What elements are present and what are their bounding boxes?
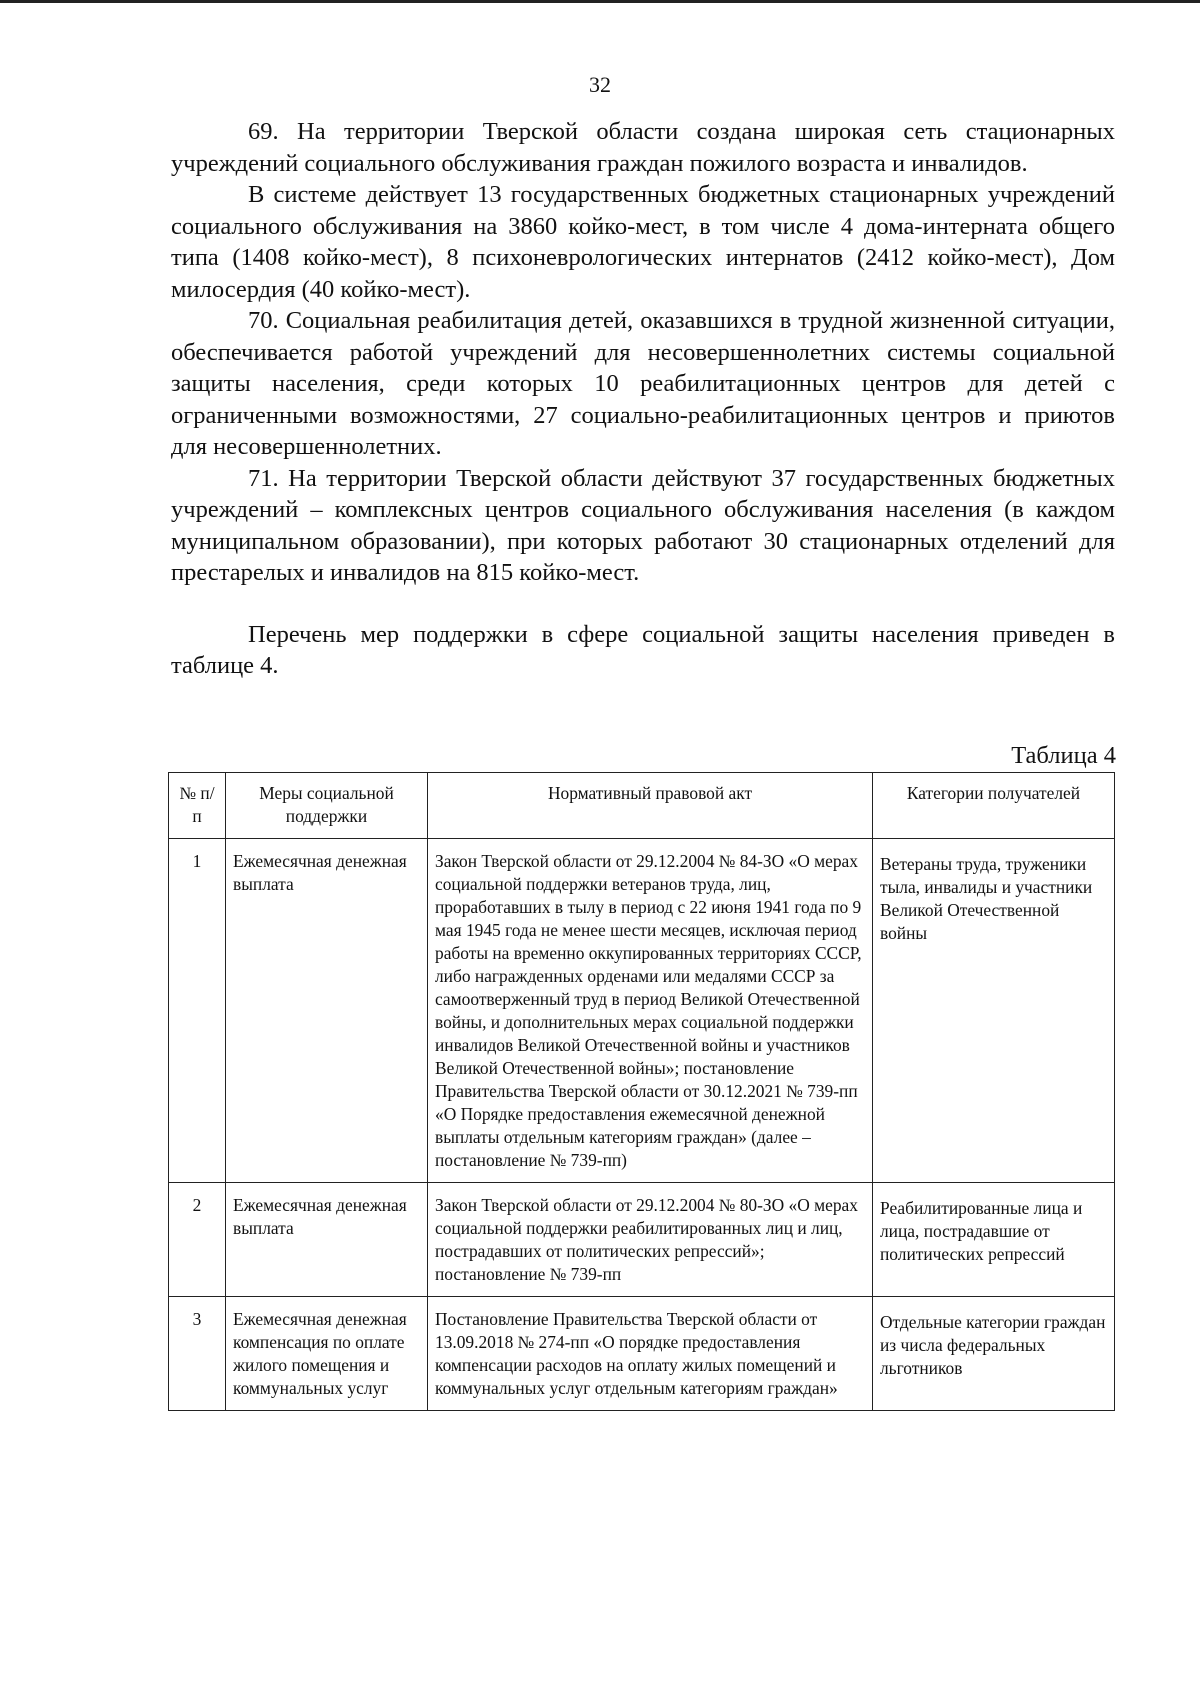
support-measures-table — [168, 772, 1115, 1411]
paragraph-69: 69. На территории Тверской области создана широкая сеть стационарных учреждений социального обслуживания граждан пожилого возраста и инвалидов. — [171, 118, 1115, 177]
row-category: Ветераны труда, труженики тыла, инвалиды и участники Великой Отечественной войны — [873, 839, 1115, 1183]
header-act: Нормативный правовой акт — [428, 773, 873, 839]
table-header-row — [169, 773, 1115, 839]
table-row — [169, 1183, 1115, 1297]
paragraph-70: 70. Социальная реабилитация детей, оказавшихся в трудной жизненной ситуации, обеспечивается работой учреждений для несовершеннолетних системы социальной защиты населения, среди которых 10 реабилитационных центров для детей с ограниченными возможностями, 27 социально-реабилитационных центров и приютов для несовершеннолетних. — [171, 307, 1115, 460]
paragraph-table-intro: Перечень мер поддержки в сфере социальной защиты населения приведен в таблице 4. — [171, 620, 1115, 679]
header-num: № п/п — [169, 773, 226, 839]
table-row — [169, 1297, 1115, 1411]
row-measure: Ежемесячная денежная выплата — [226, 1183, 428, 1297]
table-row — [169, 839, 1115, 1183]
page-number: 32 — [589, 72, 611, 97]
row-category: Реабилитированные лица и лица, пострадавшие от политических репрессий — [873, 1183, 1115, 1297]
row-num: 3 — [169, 1297, 226, 1411]
row-measure: Ежемесячная денежная выплата — [226, 839, 428, 1183]
row-act: Постановление Правительства Тверской области от 13.09.2018 № 274-пп «О порядке предоставления компенсации расходов на оплату жилых помещений и коммунальных услуг отдельным категориям граждан» — [428, 1297, 873, 1411]
paragraph-system: В системе действует 13 государственных бюджетных стационарных учреждений социального обслуживания на 3860 койко-мест, в том числе 4 дома-интерната общего типа (1408 койко-мест), 8 психоневрологических интернатов (2412 койко-мест), Дом милосердия (40 койко-мест). — [171, 181, 1115, 303]
row-act: Закон Тверской области от 29.12.2004 № 80-ЗО «О мерах социальной поддержки реабилитированных лиц и лиц, пострадавших от политических репрессий»; постановление № 739-пп — [428, 1183, 873, 1297]
header-category: Категории получателей — [873, 773, 1115, 839]
row-num: 2 — [169, 1183, 226, 1297]
row-num: 1 — [169, 839, 226, 1183]
header-measure: Меры социальной поддержки — [226, 773, 428, 839]
row-act: Закон Тверской области от 29.12.2004 № 84-ЗО «О мерах социальной поддержки ветеранов труда, лиц, проработавших в тылу в период с 22 июня 1941 года по 9 мая 1945 года не менее шести месяцев, исключая период работы на временно оккупированных территориях СССР, либо награжденных орденами или медалями СССР за самоотверженный труд в период Великой Отечественной войны, и дополнительных мерах социальной поддержки инвалидов Великой Отечественной войны и участников Великой Отечественной войны»; постановление Правительства Тверской области от 30.12.2021 № 739-пп «О Порядке предоставления ежемесячной денежной выплаты отдельным категориям граждан» (далее – постановление № 739-пп) — [428, 839, 873, 1183]
paragraph-71: 71. На территории Тверской области действуют 37 государственных бюджетных учреждений – комплексных центров социального обслуживания населения (в каждом муниципальном образовании), при которых работают 30 стационарных отделений для престарелых и инвалидов на 815 койко-мест. — [171, 464, 1115, 586]
row-measure: Ежемесячная денежная компенсация по оплате жилого помещения и коммунальных услуг — [226, 1297, 428, 1411]
document-body — [171, 116, 1115, 682]
table-caption: Таблица 4 — [1011, 742, 1116, 769]
row-category: Отдельные категории граждан из числа федеральных льготников — [873, 1297, 1115, 1411]
scan-top-border — [0, 0, 1200, 3]
